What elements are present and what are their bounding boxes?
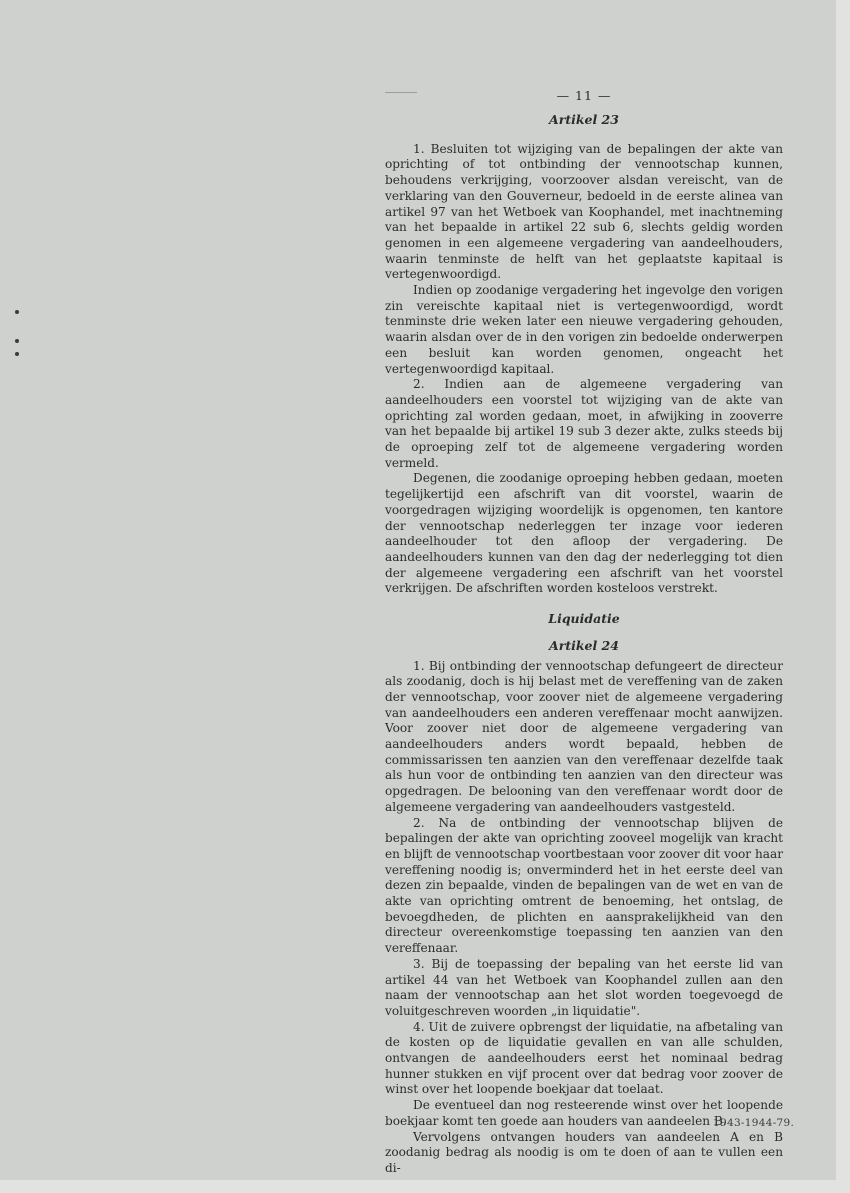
page-number: — 11 — [556, 88, 612, 103]
binding-hole-mark [15, 352, 19, 356]
binding-hole-mark [15, 339, 19, 343]
paragraph: 1. Besluiten tot wijziging van de bepalingen der akte van oprichting of tot ontbinding der vennootschap kunnen, behoudens verkrijging, voorzoover alsdan vereischt, van de verklaring van den Gouverneur, bedoeld in de eerste alinea van artikel 97 van het Wetboek van Koophandel, met inachtneming van het bepaalde in artikel 22 sub 6, slechts geldig worden genomen in een algemeene vergadering van aandeelhouders, waarin tenminste de helft van het geplaatste kapitaal is vertegenwoordigd. [385, 141, 783, 282]
paragraph: De eventueel dan nog resteerende winst over het loopende boekjaar komt ten goede aan houders van aandeelen B. [385, 1098, 783, 1128]
page-text [385, 88, 783, 1177]
paragraph: 3. Bij de toepassing der bepaling van het eerste lid van artikel 44 van het Wetboek van Koophandel zullen aan den naam der vennootschap aan het slot worden toegevoegd de voluitgeschreven woorden „in liquidatie". [385, 956, 783, 1018]
paragraph: 1. Bij ontbinding der vennootschap defungeert de directeur als zoodanig, doch is hij belast met de vereffening van de zaken der vennootschap, voor zoover niet de algemeene vergadering van aandeelhouders een anderen vereffenaar mocht aanwijzen. Voor zoover niet door de algemeene vergadering van aandeelhouders anders wordt bepaald, hebben de commissarissen ten aanzien van den vereffenaar dezelfde taak als hun voor de ontbinding ten aanzien van den directeur was opgedragen. De belooning van den vereffenaar wordt door de algemeene vergadering van aandeelhouders vastgesteld. [385, 658, 783, 814]
paragraph: Degenen, die zoodanige oproeping hebben gedaan, moeten tegelijkertijd een afschrift van dit voorstel, waarin de voorgedragen wijziging woordelijk is opgenomen, ten kantore der vennootschap nederleggen ter inzage voor iederen aandeelhouder tot den afloop der vergadering. De aandeelhouders kunnen van den dag der nederlegging tot dien der algemeene vergadering een afschrift van het voorstel verkrijgen. De afschriften worden kosteloos verstrekt. [385, 471, 783, 596]
paragraph: Indien op zoodanige vergadering het ingevolge den vorigen zin vereischte kapitaal niet is vertegenwoordigd, wordt tenminste drie weken later een nieuwe vergadering gehouden, waarin alsdan over de in den vorigen zin bedoelde onderwerpen een besluit kan worden genomen, ongeacht het vertegenwoordigd kapitaal. [385, 283, 783, 376]
heading-liquidatie: Liquidatie [548, 611, 620, 627]
heading-artikel-23: Artikel 23 [549, 112, 619, 127]
paragraph: 2. Na de ontbinding der vennootschap blijven de bepalingen der akte van oprichting zooveel mogelijk van kracht en blijft de vennootschap voortbestaan voor zoover dit voor haar vereffening noodig is; onverminderd het in het eerste deel van dezen zin bepaalde, vinden de bepalingen van de wet en van de akte van oprichting omtrent de benoeming, het ontslag, de bevoegdheden, de plichten en aansprakelijkheid van den directeur overeenkomstige toepassing ten aanzien van den vereffenaar. [385, 815, 783, 956]
paragraph: 2. Indien aan de algemeene vergadering van aandeelhouders een voorstel tot wijziging van de akte van oprichting zal worden gedaan, moet, in afwijking in zooverre van het bepaalde bij artikel 19 sub 3 dezer akte, zulks steeds bij de oproeping zelf tot de algemeene vergadering worden vermeld. [385, 377, 783, 470]
paragraph: 4. Uit de zuivere opbrengst der liquidatie, na afbetaling van de kosten op de liquidatie gevallen en van alle schulden, ontvangen de aandeelhouders eerst het nominaal bedrag hunner stukken en vijf procent over dat bedrag voor zoover de winst over het loopende boekjaar dat toelaat. [385, 1019, 783, 1097]
heading-artikel-24: Artikel 24 [549, 637, 619, 653]
page-edge [0, 1180, 850, 1193]
page-edge [836, 0, 850, 1193]
binding-hole-mark [15, 310, 19, 314]
archive-reference: 1943-1944-79. [713, 1117, 795, 1129]
paragraph: Vervolgens ontvangen houders van aandeelen A en B zoodanig bedrag als noodig is om te doen of aan te vullen een di- [385, 1129, 783, 1175]
